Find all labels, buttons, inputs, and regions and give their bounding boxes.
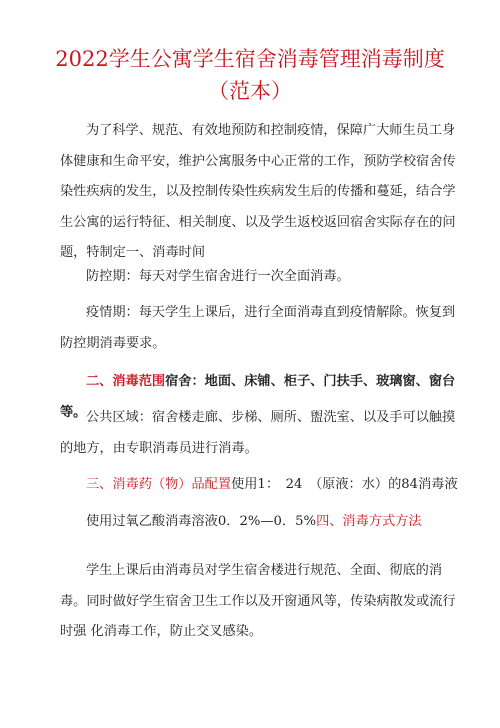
epidemic-period-paragraph: 疫情期：每天学生上课后，进行全面消毒直到疫情解除。恢复到 防控期消毒要求。 [60, 305, 456, 351]
scope-text: 宿舍：地面、床铺、柜子、门扶手、玻璃窗、窗台等。 [60, 374, 456, 420]
agent-text: 使用1： 24 （原液：水）的84消毒液 [231, 477, 458, 492]
document-subtitle: （范本） [208, 79, 292, 103]
document-title: 2022学生公寓学生宿舍消毒管理消毒制度 [55, 47, 445, 71]
agent-heading: 三、消毒药（物）品配置 [86, 477, 232, 492]
peracetic-paragraph [60, 507, 460, 538]
scope-heading: 二、消毒范围 [86, 374, 166, 389]
peracetic-text: 使用过氧乙酸消毒溶液0．2%—0．5% [86, 514, 317, 529]
agent-paragraph [60, 470, 460, 501]
prevention-period-paragraph: 防控期：每天对学生宿舍进行一次全面消毒。 [86, 269, 350, 284]
intro-paragraph: 为了科学、规范、有效地预防和控制疫情，保障广大师生员工身 体健康和生命平安，维护公寓服务中心正常的工作，预防学校宿舍传 染性疾病的发生，以及控制传染性疾病发生后的传播和蔓延，结合学 生公寓的运行特征、相关制度、以及学生返校返回宿舍实际存在的问 题，特制定一、消毒时间 [60, 123, 456, 260]
method-paragraph: 学生上课后由消毒员对学生宿舍楼进行规范、全面、彻底的消毒。同时做好学生宿舍卫生工作以及开窗通风等，传染病散发或流行时强 化消毒工作，防止交叉感染。 [60, 563, 456, 639]
method-heading: 四、消毒方式方法 [316, 514, 422, 529]
public-area-paragraph: 公共区域：宿舍楼走廊、步梯、厕所、盥洗室、以及手可以触摸 的地方，由专职消毒员进行消毒。 [60, 410, 456, 456]
